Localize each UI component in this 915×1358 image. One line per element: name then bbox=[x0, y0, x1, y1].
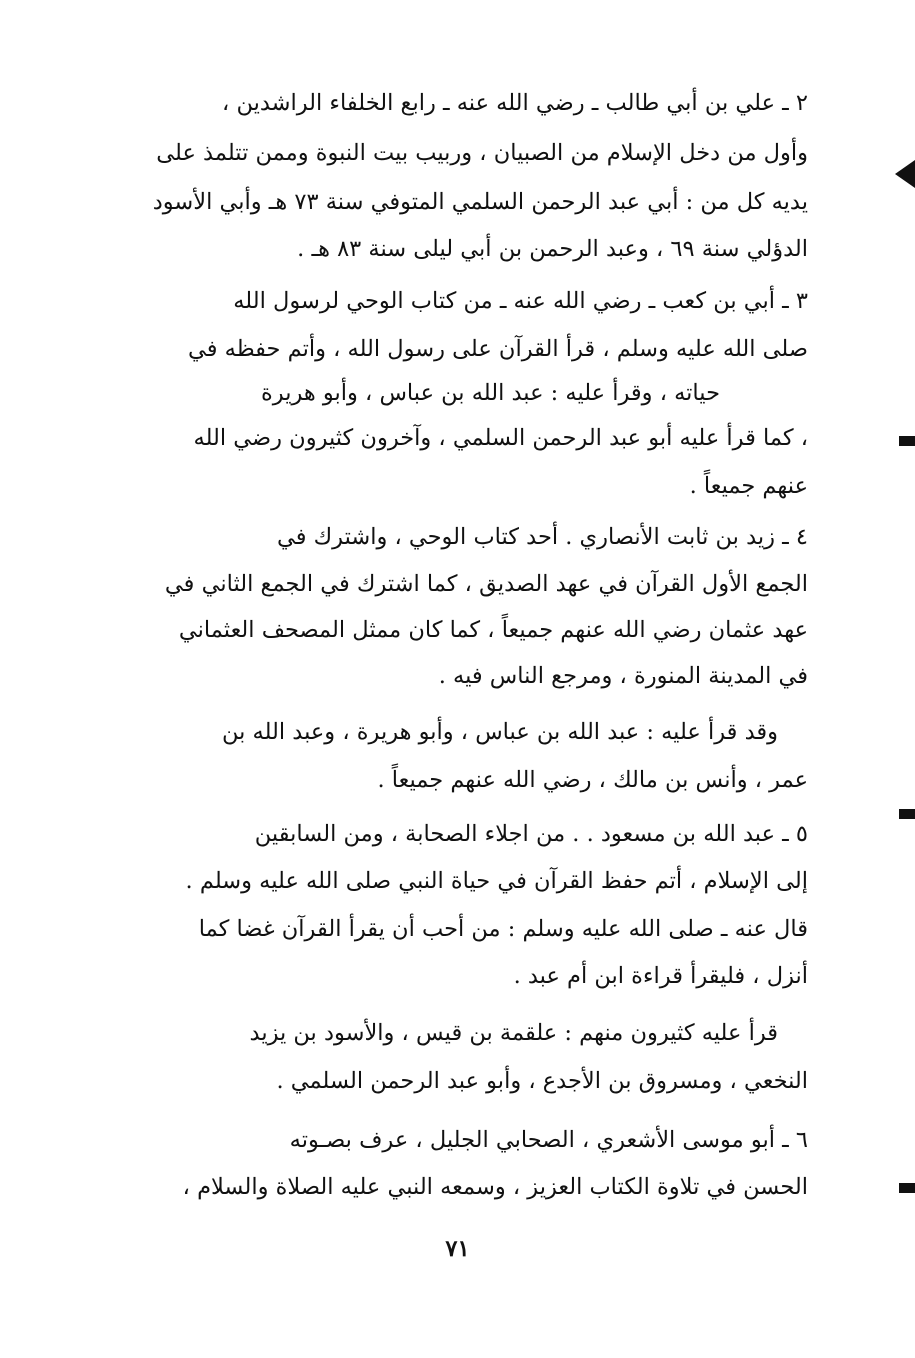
text-line: وأول من دخل الإسلام من الصبيان ، وربيب بيت النبوة وممن تتلمذ على bbox=[156, 140, 808, 166]
text-line: حياته ، وقرأ عليه : عبد الله بن عباس ، وأبو هريرة bbox=[261, 380, 720, 406]
text-line: ٤ ـ زيد بن ثابت الأنصاري . أحد كتاب الوحي ، واشترك في bbox=[276, 524, 808, 550]
text-line: في المدينة المنورة ، ومرجع الناس فيه . bbox=[438, 663, 808, 689]
margin-bookmark-mark bbox=[895, 160, 915, 188]
text-line: صلى الله عليه وسلم ، قرأ القرآن على رسول الله ، وأتم حفظه في bbox=[187, 336, 808, 362]
body-text bbox=[128, 0, 808, 1358]
text-line: ، كما قرأ عليه أبو عبد الرحمن السلمي ، وآخرون كثيرون رضي الله bbox=[193, 425, 808, 451]
page-number: ٧١ bbox=[445, 1236, 470, 1262]
text-line: ٢ ـ علي بن أبي طالب ـ رضي الله عنه ـ رابع الخلفاء الراشدين ، bbox=[222, 90, 808, 116]
text-line: عهد عثمان رضي الله عنهم جميعاً ، كما كان ممثل المصحف العثماني bbox=[178, 617, 808, 643]
text-line: عنهم جميعاً . bbox=[689, 473, 808, 499]
text-line: قال عنه ـ صلى الله عليه وسلم : من أحب أن يقرأ القرآن غضا كما bbox=[198, 916, 808, 942]
text-line: الجمع الأول القرآن في عهد الصديق ، كما اشترك في الجمع الثاني في bbox=[164, 571, 808, 597]
text-line: ٥ ـ عبد الله بن مسعود . . من اجلاء الصحابة ، ومن السابقين bbox=[254, 821, 808, 847]
margin-mark bbox=[899, 436, 915, 446]
text-line: ٦ ـ أبو موسى الأشعري ، الصحابي الجليل ، عرف بصـوته bbox=[289, 1127, 808, 1153]
text-line: الحسن في تلاوة الكتاب العزيز ، وسمعه النبي عليه الصلاة والسلام ، bbox=[182, 1174, 808, 1200]
margin-mark bbox=[899, 809, 915, 819]
text-line: وقد قرأ عليه : عبد الله بن عباس ، وأبو هريرة ، وعبد الله بن bbox=[221, 719, 778, 745]
text-line: أنزل ، فليقرأ قراءة ابن أم عبد . bbox=[513, 963, 808, 989]
text-line: قرأ عليه كثيرون منهم : علقمة بن قيس ، والأسود بن يزيد bbox=[249, 1020, 778, 1046]
text-line: يديه كل من : أبي عبد الرحمن السلمي المتوفي سنة ٧٣ هـ وأبي الأسود bbox=[152, 189, 808, 215]
margin-mark bbox=[899, 1183, 915, 1193]
text-line: عمر ، وأنس بن مالك ، رضي الله عنهم جميعاً . bbox=[377, 767, 808, 793]
text-line: ٣ ـ أبي بن كعب ـ رضي الله عنه ـ من كتاب الوحي لرسول الله bbox=[233, 288, 808, 314]
text-line: الدؤلي سنة ٦٩ ، وعبد الرحمن بن أبي ليلى سنة ٨٣ هـ . bbox=[297, 236, 808, 262]
text-line: النخعي ، ومسروق بن الأجدع ، وأبو عبد الرحمن السلمي . bbox=[276, 1068, 808, 1094]
text-line: إلى الإسلام ، أتم حفظ القرآن في حياة النبي صلى الله عليه وسلم . bbox=[185, 868, 808, 894]
